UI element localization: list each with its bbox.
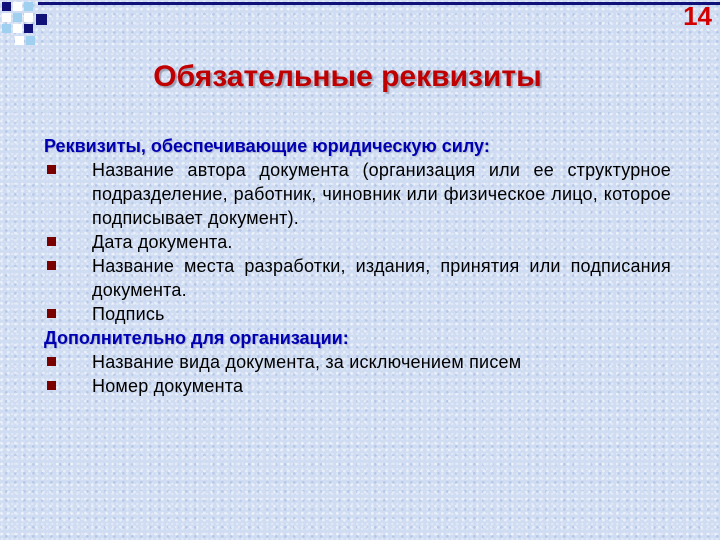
- list-item-text: Название вида документа, за исключением писем: [92, 352, 522, 372]
- list-item: [44, 374, 671, 398]
- list-item: [44, 350, 671, 374]
- slide-number: 14: [683, 1, 712, 31]
- list-item-text: Дата документа.: [92, 232, 233, 252]
- section-heading-organization: Дополнительно для организации:: [44, 328, 349, 348]
- square-bullet-icon: [47, 357, 56, 366]
- section-heading-legal-force: Реквизиты, обеспечивающие юридическую силу:: [44, 136, 490, 156]
- square-bullet-icon: [47, 237, 56, 246]
- list-item: [44, 230, 671, 254]
- square-bullet-icon: [47, 165, 56, 174]
- square-bullet-icon: [47, 261, 56, 270]
- list-item: [44, 158, 671, 230]
- slide-title: Обязательные реквизиты: [153, 60, 542, 93]
- list-item-text: Подпись: [92, 304, 165, 324]
- list-item: [44, 254, 671, 302]
- list-item-text: Название автора документа (организация или ее структурное подразделение, работник, чиновник или физическое лицо, которое подписывает документ).: [92, 160, 671, 228]
- list-item: [44, 302, 671, 326]
- bullet-list-organization: [44, 350, 671, 398]
- decorative-squares-bar: [0, 0, 720, 60]
- bullet-list-legal-force: [44, 158, 671, 326]
- slide-content: [44, 134, 671, 398]
- square-bullet-icon: [47, 381, 56, 390]
- list-item-text: Номер документа: [92, 376, 244, 396]
- list-item-text: Название места разработки, издания, принятия или подписания документа.: [92, 256, 671, 300]
- square-bullet-icon: [47, 309, 56, 318]
